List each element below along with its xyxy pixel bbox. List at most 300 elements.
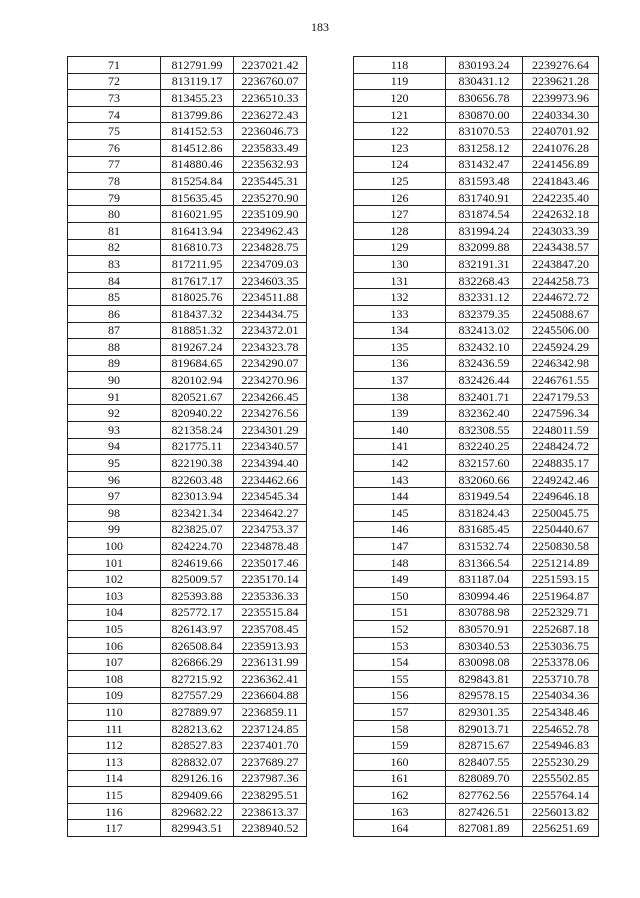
table-row — [354, 438, 599, 455]
point-number-cell: 154 — [354, 654, 446, 671]
table-row — [68, 488, 307, 505]
point-number-cell: 101 — [68, 554, 161, 571]
y-coordinate-cell: 2255502.85 — [523, 770, 599, 787]
point-number-cell: 119 — [354, 73, 446, 90]
point-number-cell: 114 — [68, 770, 161, 787]
x-coordinate-cell: 831187.04 — [446, 571, 523, 588]
table-row — [68, 123, 307, 140]
y-coordinate-cell: 2244672.72 — [523, 289, 599, 306]
y-coordinate-cell: 2235109.90 — [234, 206, 307, 223]
table-row — [68, 222, 307, 239]
x-coordinate-cell: 827426.51 — [446, 803, 523, 820]
x-coordinate-cell: 829013.71 — [446, 720, 523, 737]
point-number-cell: 106 — [68, 637, 161, 654]
point-number-cell: 115 — [68, 787, 161, 804]
y-coordinate-cell: 2235833.49 — [234, 139, 307, 156]
y-coordinate-cell: 2241076.28 — [523, 139, 599, 156]
point-number-cell: 151 — [354, 604, 446, 621]
x-coordinate-cell: 829301.35 — [446, 704, 523, 721]
point-number-cell: 78 — [68, 173, 161, 190]
point-number-cell: 104 — [68, 604, 161, 621]
x-coordinate-cell: 816413.94 — [161, 222, 234, 239]
point-number-cell: 110 — [68, 704, 161, 721]
y-coordinate-cell: 2234962.43 — [234, 222, 307, 239]
point-number-cell: 83 — [68, 256, 161, 273]
point-number-cell: 139 — [354, 405, 446, 422]
table-row — [68, 654, 307, 671]
point-number-cell: 97 — [68, 488, 161, 505]
point-number-cell: 141 — [354, 438, 446, 455]
y-coordinate-cell: 2251964.87 — [523, 588, 599, 605]
table-row — [354, 571, 599, 588]
y-coordinate-cell: 2239276.64 — [523, 57, 599, 74]
table-row — [68, 471, 307, 488]
point-number-cell: 117 — [68, 820, 161, 837]
table-row — [354, 405, 599, 422]
y-coordinate-cell: 2235632.93 — [234, 156, 307, 173]
x-coordinate-cell: 828832.07 — [161, 753, 234, 770]
y-coordinate-cell: 2255230.29 — [523, 753, 599, 770]
point-number-cell: 81 — [68, 222, 161, 239]
x-coordinate-cell: 832060.66 — [446, 471, 523, 488]
x-coordinate-cell: 816810.73 — [161, 239, 234, 256]
x-coordinate-cell: 829843.81 — [446, 670, 523, 687]
point-number-cell: 135 — [354, 339, 446, 356]
x-coordinate-cell: 831366.54 — [446, 554, 523, 571]
x-coordinate-cell: 832432.10 — [446, 339, 523, 356]
point-number-cell: 131 — [354, 272, 446, 289]
table-row — [354, 422, 599, 439]
x-coordinate-cell: 816021.95 — [161, 206, 234, 223]
table-row — [354, 621, 599, 638]
coordinates-table-body — [354, 57, 599, 837]
table-row — [68, 289, 307, 306]
x-coordinate-cell: 830870.00 — [446, 106, 523, 123]
point-number-cell: 118 — [354, 57, 446, 74]
y-coordinate-cell: 2248011.59 — [523, 422, 599, 439]
point-number-cell: 72 — [68, 73, 161, 90]
y-coordinate-cell: 2243847.20 — [523, 256, 599, 273]
table-row — [68, 820, 307, 837]
point-number-cell: 126 — [354, 189, 446, 206]
y-coordinate-cell: 2252687.18 — [523, 621, 599, 638]
point-number-cell: 95 — [68, 455, 161, 472]
x-coordinate-cell: 822603.48 — [161, 471, 234, 488]
table-row — [68, 455, 307, 472]
table-row — [354, 737, 599, 754]
point-number-cell: 82 — [68, 239, 161, 256]
x-coordinate-cell: 823421.34 — [161, 505, 234, 522]
x-coordinate-cell: 831532.74 — [446, 538, 523, 555]
point-number-cell: 127 — [354, 206, 446, 223]
table-row — [68, 272, 307, 289]
table-row — [354, 803, 599, 820]
x-coordinate-cell: 832099.88 — [446, 239, 523, 256]
point-number-cell: 121 — [354, 106, 446, 123]
y-coordinate-cell: 2254652.78 — [523, 720, 599, 737]
x-coordinate-cell: 826866.29 — [161, 654, 234, 671]
x-coordinate-cell: 831593.48 — [446, 173, 523, 190]
x-coordinate-cell: 814880.46 — [161, 156, 234, 173]
x-coordinate-cell: 832362.40 — [446, 405, 523, 422]
y-coordinate-cell: 2247596.34 — [523, 405, 599, 422]
y-coordinate-cell: 2253710.78 — [523, 670, 599, 687]
table-row — [354, 521, 599, 538]
point-number-cell: 162 — [354, 787, 446, 804]
y-coordinate-cell: 2234434.75 — [234, 305, 307, 322]
x-coordinate-cell: 832191.31 — [446, 256, 523, 273]
table-row — [68, 670, 307, 687]
point-number-cell: 109 — [68, 687, 161, 704]
x-coordinate-cell: 825393.88 — [161, 588, 234, 605]
y-coordinate-cell: 2234301.29 — [234, 422, 307, 439]
point-number-cell: 161 — [354, 770, 446, 787]
y-coordinate-cell: 2251214.89 — [523, 554, 599, 571]
y-coordinate-cell: 2250045.75 — [523, 505, 599, 522]
table-row — [68, 139, 307, 156]
table-row — [68, 753, 307, 770]
table-row — [354, 106, 599, 123]
table-row — [354, 704, 599, 721]
table-row — [354, 73, 599, 90]
table-row — [68, 505, 307, 522]
table-row — [354, 554, 599, 571]
y-coordinate-cell: 2235270.90 — [234, 189, 307, 206]
point-number-cell: 137 — [354, 372, 446, 389]
table-row — [354, 488, 599, 505]
y-coordinate-cell: 2243033.39 — [523, 222, 599, 239]
y-coordinate-cell: 2244258.73 — [523, 272, 599, 289]
table-row — [68, 770, 307, 787]
table-row — [354, 57, 599, 74]
point-number-cell: 155 — [354, 670, 446, 687]
x-coordinate-cell: 830788.98 — [446, 604, 523, 621]
x-coordinate-cell: 817617.17 — [161, 272, 234, 289]
y-coordinate-cell: 2235017.46 — [234, 554, 307, 571]
table-row — [68, 206, 307, 223]
table-row — [68, 106, 307, 123]
y-coordinate-cell: 2239973.96 — [523, 90, 599, 107]
x-coordinate-cell: 831258.12 — [446, 139, 523, 156]
y-coordinate-cell: 2256251.69 — [523, 820, 599, 837]
x-coordinate-cell: 824619.66 — [161, 554, 234, 571]
point-number-cell: 144 — [354, 488, 446, 505]
point-number-cell: 160 — [354, 753, 446, 770]
x-coordinate-cell: 821775.11 — [161, 438, 234, 455]
table-row — [68, 156, 307, 173]
x-coordinate-cell: 830193.24 — [446, 57, 523, 74]
x-coordinate-cell: 818025.76 — [161, 289, 234, 306]
y-coordinate-cell: 2256013.82 — [523, 803, 599, 820]
table-row — [68, 737, 307, 754]
table-row — [354, 322, 599, 339]
x-coordinate-cell: 827762.56 — [446, 787, 523, 804]
x-coordinate-cell: 826508.84 — [161, 637, 234, 654]
table-row — [354, 156, 599, 173]
x-coordinate-cell: 832331.12 — [446, 289, 523, 306]
table-row — [354, 272, 599, 289]
point-number-cell: 86 — [68, 305, 161, 322]
y-coordinate-cell: 2243438.57 — [523, 239, 599, 256]
x-coordinate-cell: 820521.67 — [161, 388, 234, 405]
x-coordinate-cell: 831949.54 — [446, 488, 523, 505]
x-coordinate-cell: 831824.43 — [446, 505, 523, 522]
point-number-cell: 96 — [68, 471, 161, 488]
y-coordinate-cell: 2234828.75 — [234, 239, 307, 256]
x-coordinate-cell: 830994.46 — [446, 588, 523, 605]
table-row — [68, 73, 307, 90]
x-coordinate-cell: 813455.23 — [161, 90, 234, 107]
y-coordinate-cell: 2234462.66 — [234, 471, 307, 488]
point-number-cell: 145 — [354, 505, 446, 522]
table-row — [354, 505, 599, 522]
point-number-cell: 84 — [68, 272, 161, 289]
y-coordinate-cell: 2250440.67 — [523, 521, 599, 538]
point-number-cell: 143 — [354, 471, 446, 488]
x-coordinate-cell: 831874.54 — [446, 206, 523, 223]
x-coordinate-cell: 813119.17 — [161, 73, 234, 90]
point-number-cell: 105 — [68, 621, 161, 638]
table-row — [354, 687, 599, 704]
y-coordinate-cell: 2254946.83 — [523, 737, 599, 754]
table-row — [354, 654, 599, 671]
y-coordinate-cell: 2245924.29 — [523, 339, 599, 356]
point-number-cell: 128 — [354, 222, 446, 239]
y-coordinate-cell: 2235913.93 — [234, 637, 307, 654]
table-row — [354, 455, 599, 472]
y-coordinate-cell: 2250830.58 — [523, 538, 599, 555]
table-row — [68, 438, 307, 455]
x-coordinate-cell: 832157.60 — [446, 455, 523, 472]
table-row — [68, 322, 307, 339]
y-coordinate-cell: 2235515.84 — [234, 604, 307, 621]
y-coordinate-cell: 2237401.70 — [234, 737, 307, 754]
x-coordinate-cell: 817211.95 — [161, 256, 234, 273]
x-coordinate-cell: 826143.97 — [161, 621, 234, 638]
y-coordinate-cell: 2238295.51 — [234, 787, 307, 804]
y-coordinate-cell: 2236859.11 — [234, 704, 307, 721]
table-row — [68, 637, 307, 654]
table-row — [354, 189, 599, 206]
y-coordinate-cell: 2234545.34 — [234, 488, 307, 505]
y-coordinate-cell: 2236272.43 — [234, 106, 307, 123]
y-coordinate-cell: 2242632.18 — [523, 206, 599, 223]
point-number-cell: 142 — [354, 455, 446, 472]
point-number-cell: 125 — [354, 173, 446, 190]
point-number-cell: 140 — [354, 422, 446, 439]
point-number-cell: 103 — [68, 588, 161, 605]
y-coordinate-cell: 2236131.99 — [234, 654, 307, 671]
x-coordinate-cell: 830656.78 — [446, 90, 523, 107]
y-coordinate-cell: 2254348.46 — [523, 704, 599, 721]
point-number-cell: 130 — [354, 256, 446, 273]
y-coordinate-cell: 2254034.36 — [523, 687, 599, 704]
table-row — [68, 355, 307, 372]
point-number-cell: 147 — [354, 538, 446, 555]
y-coordinate-cell: 2236604.88 — [234, 687, 307, 704]
table-row — [354, 538, 599, 555]
table-row — [68, 787, 307, 804]
table-row — [68, 687, 307, 704]
x-coordinate-cell: 828213.62 — [161, 720, 234, 737]
point-number-cell: 124 — [354, 156, 446, 173]
point-number-cell: 158 — [354, 720, 446, 737]
x-coordinate-cell: 829682.22 — [161, 803, 234, 820]
y-coordinate-cell: 2234270.96 — [234, 372, 307, 389]
x-coordinate-cell: 824224.70 — [161, 538, 234, 555]
page-number: 183 — [311, 20, 329, 34]
table-row — [354, 787, 599, 804]
point-number-cell: 148 — [354, 554, 446, 571]
x-coordinate-cell: 830570.91 — [446, 621, 523, 638]
x-coordinate-cell: 829943.51 — [161, 820, 234, 837]
y-coordinate-cell: 2234709.03 — [234, 256, 307, 273]
point-number-cell: 123 — [354, 139, 446, 156]
table-row — [354, 123, 599, 140]
table-row — [354, 720, 599, 737]
y-coordinate-cell: 2236760.07 — [234, 73, 307, 90]
x-coordinate-cell: 827081.89 — [446, 820, 523, 837]
y-coordinate-cell: 2234878.48 — [234, 538, 307, 555]
table-row — [68, 521, 307, 538]
table-row — [68, 57, 307, 74]
y-coordinate-cell: 2240701.92 — [523, 123, 599, 140]
table-row — [68, 173, 307, 190]
point-number-cell: 153 — [354, 637, 446, 654]
point-number-cell: 87 — [68, 322, 161, 339]
y-coordinate-cell: 2241843.46 — [523, 173, 599, 190]
point-number-cell: 149 — [354, 571, 446, 588]
point-number-cell: 80 — [68, 206, 161, 223]
x-coordinate-cell: 832413.02 — [446, 322, 523, 339]
y-coordinate-cell: 2251593.15 — [523, 571, 599, 588]
table-row — [354, 256, 599, 273]
table-row — [68, 538, 307, 555]
point-number-cell: 100 — [68, 538, 161, 555]
y-coordinate-cell: 2234603.35 — [234, 272, 307, 289]
table-row — [68, 704, 307, 721]
point-number-cell: 93 — [68, 422, 161, 439]
y-coordinate-cell: 2236362.41 — [234, 670, 307, 687]
table-row — [354, 588, 599, 605]
table-row — [354, 339, 599, 356]
table-row — [354, 206, 599, 223]
x-coordinate-cell: 818437.32 — [161, 305, 234, 322]
y-coordinate-cell: 2238940.52 — [234, 820, 307, 837]
x-coordinate-cell: 831685.45 — [446, 521, 523, 538]
point-number-cell: 133 — [354, 305, 446, 322]
coordinates-table-right — [353, 56, 599, 837]
y-coordinate-cell: 2240334.30 — [523, 106, 599, 123]
y-coordinate-cell: 2235445.31 — [234, 173, 307, 190]
point-number-cell: 164 — [354, 820, 446, 837]
y-coordinate-cell: 2235708.45 — [234, 621, 307, 638]
point-number-cell: 102 — [68, 571, 161, 588]
y-coordinate-cell: 2234276.56 — [234, 405, 307, 422]
table-row — [68, 305, 307, 322]
point-number-cell: 76 — [68, 139, 161, 156]
point-number-cell: 111 — [68, 720, 161, 737]
x-coordinate-cell: 832401.71 — [446, 388, 523, 405]
table-row — [68, 422, 307, 439]
x-coordinate-cell: 830098.08 — [446, 654, 523, 671]
x-coordinate-cell: 815635.45 — [161, 189, 234, 206]
y-coordinate-cell: 2237987.36 — [234, 770, 307, 787]
x-coordinate-cell: 832308.55 — [446, 422, 523, 439]
table-row — [354, 372, 599, 389]
point-number-cell: 163 — [354, 803, 446, 820]
point-number-cell: 120 — [354, 90, 446, 107]
x-coordinate-cell: 831432.47 — [446, 156, 523, 173]
y-coordinate-cell: 2237124.85 — [234, 720, 307, 737]
x-coordinate-cell: 823825.07 — [161, 521, 234, 538]
y-coordinate-cell: 2247179.53 — [523, 388, 599, 405]
x-coordinate-cell: 822190.38 — [161, 455, 234, 472]
x-coordinate-cell: 820940.22 — [161, 405, 234, 422]
table-row — [68, 339, 307, 356]
table-row — [354, 670, 599, 687]
y-coordinate-cell: 2234753.37 — [234, 521, 307, 538]
x-coordinate-cell: 825772.17 — [161, 604, 234, 621]
point-number-cell: 89 — [68, 355, 161, 372]
x-coordinate-cell: 829578.15 — [446, 687, 523, 704]
point-number-cell: 98 — [68, 505, 161, 522]
y-coordinate-cell: 2253378.06 — [523, 654, 599, 671]
table-row — [354, 471, 599, 488]
x-coordinate-cell: 831070.53 — [446, 123, 523, 140]
y-coordinate-cell: 2234372.01 — [234, 322, 307, 339]
table-row — [68, 405, 307, 422]
point-number-cell: 73 — [68, 90, 161, 107]
table-row — [68, 803, 307, 820]
point-number-cell: 88 — [68, 339, 161, 356]
y-coordinate-cell: 2236046.73 — [234, 123, 307, 140]
y-coordinate-cell: 2237689.27 — [234, 753, 307, 770]
x-coordinate-cell: 813799.86 — [161, 106, 234, 123]
y-coordinate-cell: 2234394.40 — [234, 455, 307, 472]
x-coordinate-cell: 818851.32 — [161, 322, 234, 339]
point-number-cell: 113 — [68, 753, 161, 770]
table-row — [354, 770, 599, 787]
x-coordinate-cell: 832379.35 — [446, 305, 523, 322]
table-row — [68, 256, 307, 273]
y-coordinate-cell: 2236510.33 — [234, 90, 307, 107]
y-coordinate-cell: 2234340.57 — [234, 438, 307, 455]
point-number-cell: 91 — [68, 388, 161, 405]
table-row — [354, 820, 599, 837]
point-number-cell: 159 — [354, 737, 446, 754]
table-row — [354, 289, 599, 306]
x-coordinate-cell: 832268.43 — [446, 272, 523, 289]
point-number-cell: 112 — [68, 737, 161, 754]
point-number-cell: 77 — [68, 156, 161, 173]
point-number-cell: 129 — [354, 239, 446, 256]
y-coordinate-cell: 2234323.78 — [234, 339, 307, 356]
y-coordinate-cell: 2245088.67 — [523, 305, 599, 322]
x-coordinate-cell: 830340.53 — [446, 637, 523, 654]
point-number-cell: 94 — [68, 438, 161, 455]
y-coordinate-cell: 2235170.14 — [234, 571, 307, 588]
table-row — [68, 588, 307, 605]
x-coordinate-cell: 828407.55 — [446, 753, 523, 770]
table-row — [354, 637, 599, 654]
table-row — [354, 388, 599, 405]
x-coordinate-cell: 815254.84 — [161, 173, 234, 190]
table-row — [354, 139, 599, 156]
point-number-cell: 99 — [68, 521, 161, 538]
table-row — [354, 173, 599, 190]
x-coordinate-cell: 832240.25 — [446, 438, 523, 455]
